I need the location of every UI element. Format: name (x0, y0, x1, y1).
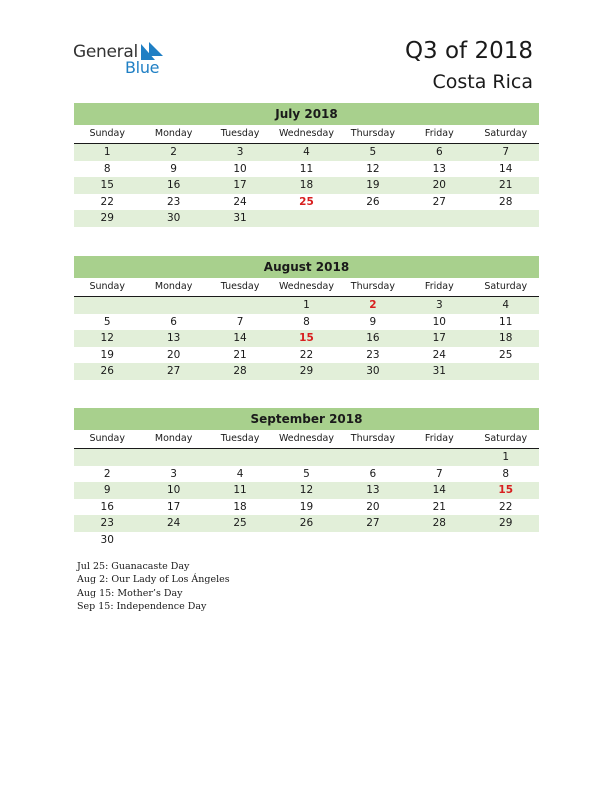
empty-day-cell (406, 449, 472, 466)
day-cell: 10 (166, 484, 181, 496)
month-calendar-september (74, 408, 539, 548)
empty-day-cell (340, 532, 406, 549)
day-cell: 28 (233, 365, 247, 377)
weekday-label: Friday (424, 128, 454, 139)
day-cell: 9 (170, 162, 177, 175)
day-cell: 18 (299, 179, 314, 191)
empty-day-cell (340, 210, 406, 227)
day-cell: 26 (366, 195, 380, 208)
day-cell: 4 (502, 299, 510, 311)
page-title: Q3 of 2018 (404, 38, 533, 64)
day-cell: 23 (100, 517, 114, 529)
weekday-header-row (74, 430, 539, 449)
holiday-day-cell: 25 (299, 195, 314, 208)
day-cell: 1 (303, 299, 310, 311)
day-cell: 8 (502, 467, 510, 480)
weekday-label: Friday (424, 281, 454, 292)
weekday-label: Wednesday (278, 128, 334, 139)
day-cell: 2 (170, 146, 177, 158)
week-row (74, 210, 539, 227)
empty-day-cell (406, 532, 472, 549)
week-row (74, 194, 539, 211)
day-cell: 12 (299, 484, 314, 496)
weekday-label: Sunday (89, 128, 125, 139)
day-cell: 9 (369, 315, 377, 328)
holiday-item: Aug 2: Our Lady of Los Ángeles (77, 574, 230, 586)
weekday-label: Tuesday (220, 128, 260, 139)
empty-day-cell (473, 363, 539, 380)
empty-day-cell (473, 210, 539, 227)
weekday-label: Monday (154, 128, 193, 139)
day-cell: 18 (499, 332, 513, 344)
month-calendar-august (74, 256, 539, 380)
day-cell: 19 (299, 500, 314, 513)
week-row (74, 499, 539, 516)
weekday-label: Saturday (484, 433, 528, 444)
day-cell: 3 (435, 299, 443, 311)
month-title: September 2018 (74, 408, 539, 430)
week-row (74, 347, 539, 364)
weekday-label: Friday (424, 433, 454, 444)
empty-day-cell (473, 532, 539, 549)
empty-day-cell (74, 297, 140, 314)
day-cell: 27 (166, 365, 181, 377)
empty-day-cell (207, 297, 273, 314)
logo-word-general: General (73, 42, 138, 62)
empty-day-cell (140, 297, 206, 314)
day-cell: 18 (233, 500, 247, 513)
day-cell: 30 (366, 365, 380, 377)
weekday-label: Saturday (484, 281, 528, 292)
weekday-label: Wednesday (278, 281, 334, 292)
empty-day-cell (406, 210, 472, 227)
day-cell: 12 (100, 332, 114, 344)
weekday-label: Thursday (350, 128, 395, 139)
day-cell: 30 (166, 212, 181, 224)
empty-day-cell (340, 449, 406, 466)
week-row (74, 363, 539, 380)
day-cell: 29 (499, 517, 513, 529)
day-cell: 1 (502, 451, 510, 463)
day-cell: 16 (366, 332, 380, 344)
day-cell: 10 (432, 315, 446, 328)
week-row (74, 515, 539, 532)
day-cell: 9 (103, 484, 111, 496)
day-cell: 4 (236, 467, 244, 480)
day-cell: 28 (432, 517, 446, 529)
weekday-label: Thursday (350, 281, 395, 292)
day-cell: 21 (233, 348, 247, 361)
day-cell: 20 (366, 500, 380, 513)
day-cell: 2 (103, 467, 111, 480)
empty-day-cell (207, 449, 273, 466)
day-cell: 14 (233, 332, 247, 344)
day-cell: 17 (233, 179, 247, 191)
day-cell: 12 (366, 162, 380, 175)
day-cell: 24 (166, 517, 181, 529)
day-cell: 19 (366, 179, 380, 191)
day-cell: 26 (299, 517, 314, 529)
day-cell: 27 (366, 517, 380, 529)
day-cell: 23 (366, 348, 380, 361)
day-cell: 20 (166, 348, 181, 361)
day-cell: 13 (432, 162, 446, 175)
weekday-label: Wednesday (278, 433, 334, 444)
empty-day-cell (140, 532, 206, 549)
week-row (74, 144, 539, 161)
day-cell: 22 (299, 348, 314, 361)
day-cell: 4 (303, 146, 310, 158)
week-row (74, 314, 539, 331)
day-cell: 29 (299, 365, 314, 377)
month-title: July 2018 (74, 103, 539, 125)
day-cell: 1 (103, 146, 111, 158)
day-cell: 25 (499, 348, 513, 361)
week-row (74, 161, 539, 178)
day-cell: 19 (100, 348, 114, 361)
day-cell: 31 (432, 365, 446, 377)
day-cell: 7 (502, 146, 510, 158)
week-row (74, 177, 539, 194)
weekday-label: Thursday (350, 433, 395, 444)
day-cell: 11 (233, 484, 247, 496)
weekday-label: Saturday (484, 128, 528, 139)
day-cell: 25 (233, 517, 247, 529)
weekday-label: Monday (154, 281, 193, 292)
holiday-day-cell: 15 (498, 484, 514, 496)
weekday-label: Tuesday (220, 281, 260, 292)
day-cell: 8 (303, 315, 310, 328)
weekday-header-row (74, 125, 539, 144)
day-cell: 30 (100, 533, 114, 546)
holiday-day-cell: 15 (299, 332, 314, 344)
empty-day-cell (207, 532, 273, 549)
day-cell: 11 (499, 315, 513, 328)
holiday-item: Jul 25: Guanacaste Day (77, 561, 190, 572)
week-row (74, 532, 539, 549)
day-cell: 5 (303, 467, 310, 480)
day-cell: 16 (100, 500, 114, 513)
day-cell: 31 (233, 212, 247, 224)
day-cell: 23 (166, 195, 181, 208)
week-row (74, 482, 539, 499)
week-row (74, 466, 539, 483)
empty-day-cell (74, 449, 140, 466)
day-cell: 13 (166, 332, 181, 344)
day-cell: 6 (170, 315, 177, 328)
week-row (74, 297, 539, 314)
day-cell: 16 (166, 179, 181, 191)
logo-word-blue: Blue (125, 58, 160, 77)
day-cell: 5 (103, 315, 111, 328)
day-cell: 22 (100, 195, 114, 208)
day-cell: 5 (369, 146, 377, 158)
week-row (74, 449, 539, 466)
day-cell: 10 (233, 162, 247, 175)
day-cell: 14 (432, 484, 446, 496)
day-cell: 3 (170, 467, 177, 480)
empty-day-cell (273, 532, 339, 549)
day-cell: 28 (499, 195, 513, 208)
weekday-label: Sunday (89, 433, 125, 444)
empty-day-cell (273, 449, 339, 466)
day-cell: 6 (435, 146, 443, 158)
day-cell: 11 (299, 162, 314, 175)
day-cell: 24 (432, 348, 446, 361)
weekday-label: Sunday (89, 281, 125, 292)
empty-day-cell (273, 210, 339, 227)
day-cell: 6 (369, 467, 377, 480)
day-cell: 17 (166, 500, 181, 513)
day-cell: 21 (499, 179, 513, 191)
day-cell: 29 (100, 212, 114, 224)
weekday-label: Monday (154, 433, 193, 444)
day-cell: 3 (236, 146, 244, 158)
day-cell: 15 (100, 179, 114, 191)
holiday-item: Aug 15: Mother’s Day (77, 587, 183, 599)
day-cell: 26 (100, 365, 114, 377)
day-cell: 22 (499, 500, 513, 513)
month-title: August 2018 (74, 256, 539, 278)
day-cell: 17 (432, 332, 446, 344)
week-row (74, 330, 539, 347)
empty-day-cell (140, 449, 206, 466)
day-cell: 21 (432, 500, 446, 513)
day-cell: 8 (103, 162, 111, 175)
day-cell: 7 (236, 315, 244, 328)
holiday-item: Sep 15: Independence Day (77, 600, 207, 612)
day-cell: 13 (366, 484, 380, 496)
country-name: Costa Rica (432, 71, 533, 93)
day-cell: 14 (499, 162, 513, 175)
generalblue-logo (73, 42, 173, 78)
weekday-header-row (74, 278, 539, 297)
holiday-day-cell: 2 (369, 299, 377, 311)
day-cell: 24 (233, 195, 247, 208)
holiday-list (77, 560, 230, 613)
month-calendar-july (74, 103, 539, 227)
day-cell: 7 (435, 467, 443, 480)
day-cell: 27 (432, 195, 446, 208)
weekday-label: Tuesday (220, 433, 260, 444)
day-cell: 20 (432, 179, 446, 191)
